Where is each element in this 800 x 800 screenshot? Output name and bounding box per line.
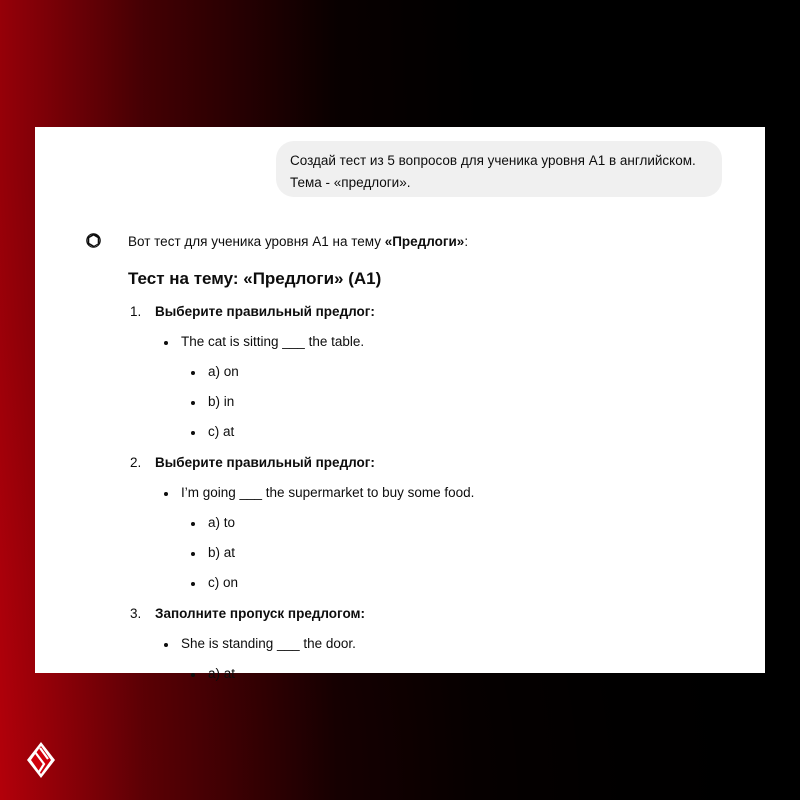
answer-option: c) at [208, 424, 235, 439]
chat-panel [35, 127, 765, 681]
answer-option: a) on [208, 364, 239, 379]
answer-option: a) at [208, 666, 236, 681]
bullet-dot [191, 673, 195, 677]
question-sentence: I’m going ___ the supermarket to buy some food. [181, 485, 475, 500]
user-message-line-1: Создай тест из 5 вопросов для ученика уровня A1 в английском. [290, 153, 696, 168]
red-diamond-logo-icon [24, 740, 58, 780]
answer-option: b) at [208, 545, 236, 560]
bullet-dot [164, 341, 168, 345]
question-sentence: She is standing ___ the door. [181, 636, 356, 651]
bullet-dot [164, 643, 168, 647]
assistant-intro-prefix: Вот тест для ученика уровня A1 на тему [128, 234, 385, 249]
test-heading: Тест на тему: «Предлоги» (A1) [128, 269, 382, 288]
assistant-intro-topic: «Предлоги» [384, 234, 465, 249]
bullet-dot [191, 552, 195, 556]
bullet-dot [191, 401, 195, 405]
assistant-intro-suffix: : [464, 234, 469, 249]
bullet-dot [191, 522, 195, 526]
bullet-dot [191, 371, 195, 375]
question-title: Выберите правильный предлог: [155, 304, 375, 319]
question-number: 2. [130, 455, 142, 470]
answer-option: b) in [208, 394, 235, 409]
question-number: 3. [130, 606, 142, 621]
bullet-dot [164, 492, 168, 496]
bullet-dot [191, 431, 195, 435]
user-message-line-2: Тема - «предлоги». [290, 175, 411, 190]
answer-option: a) to [208, 515, 236, 530]
answer-option: c) on [208, 575, 239, 590]
question-title: Заполните пропуск предлогом: [155, 606, 366, 621]
assistant-intro [128, 233, 468, 251]
user-message-bubble [276, 141, 722, 197]
question-number: 1. [130, 304, 142, 319]
bullet-dot [191, 582, 195, 586]
openai-logo-icon [85, 232, 102, 249]
question-title: Выберите правильный предлог: [155, 455, 375, 470]
question-sentence: The cat is sitting ___ the table. [181, 334, 365, 349]
